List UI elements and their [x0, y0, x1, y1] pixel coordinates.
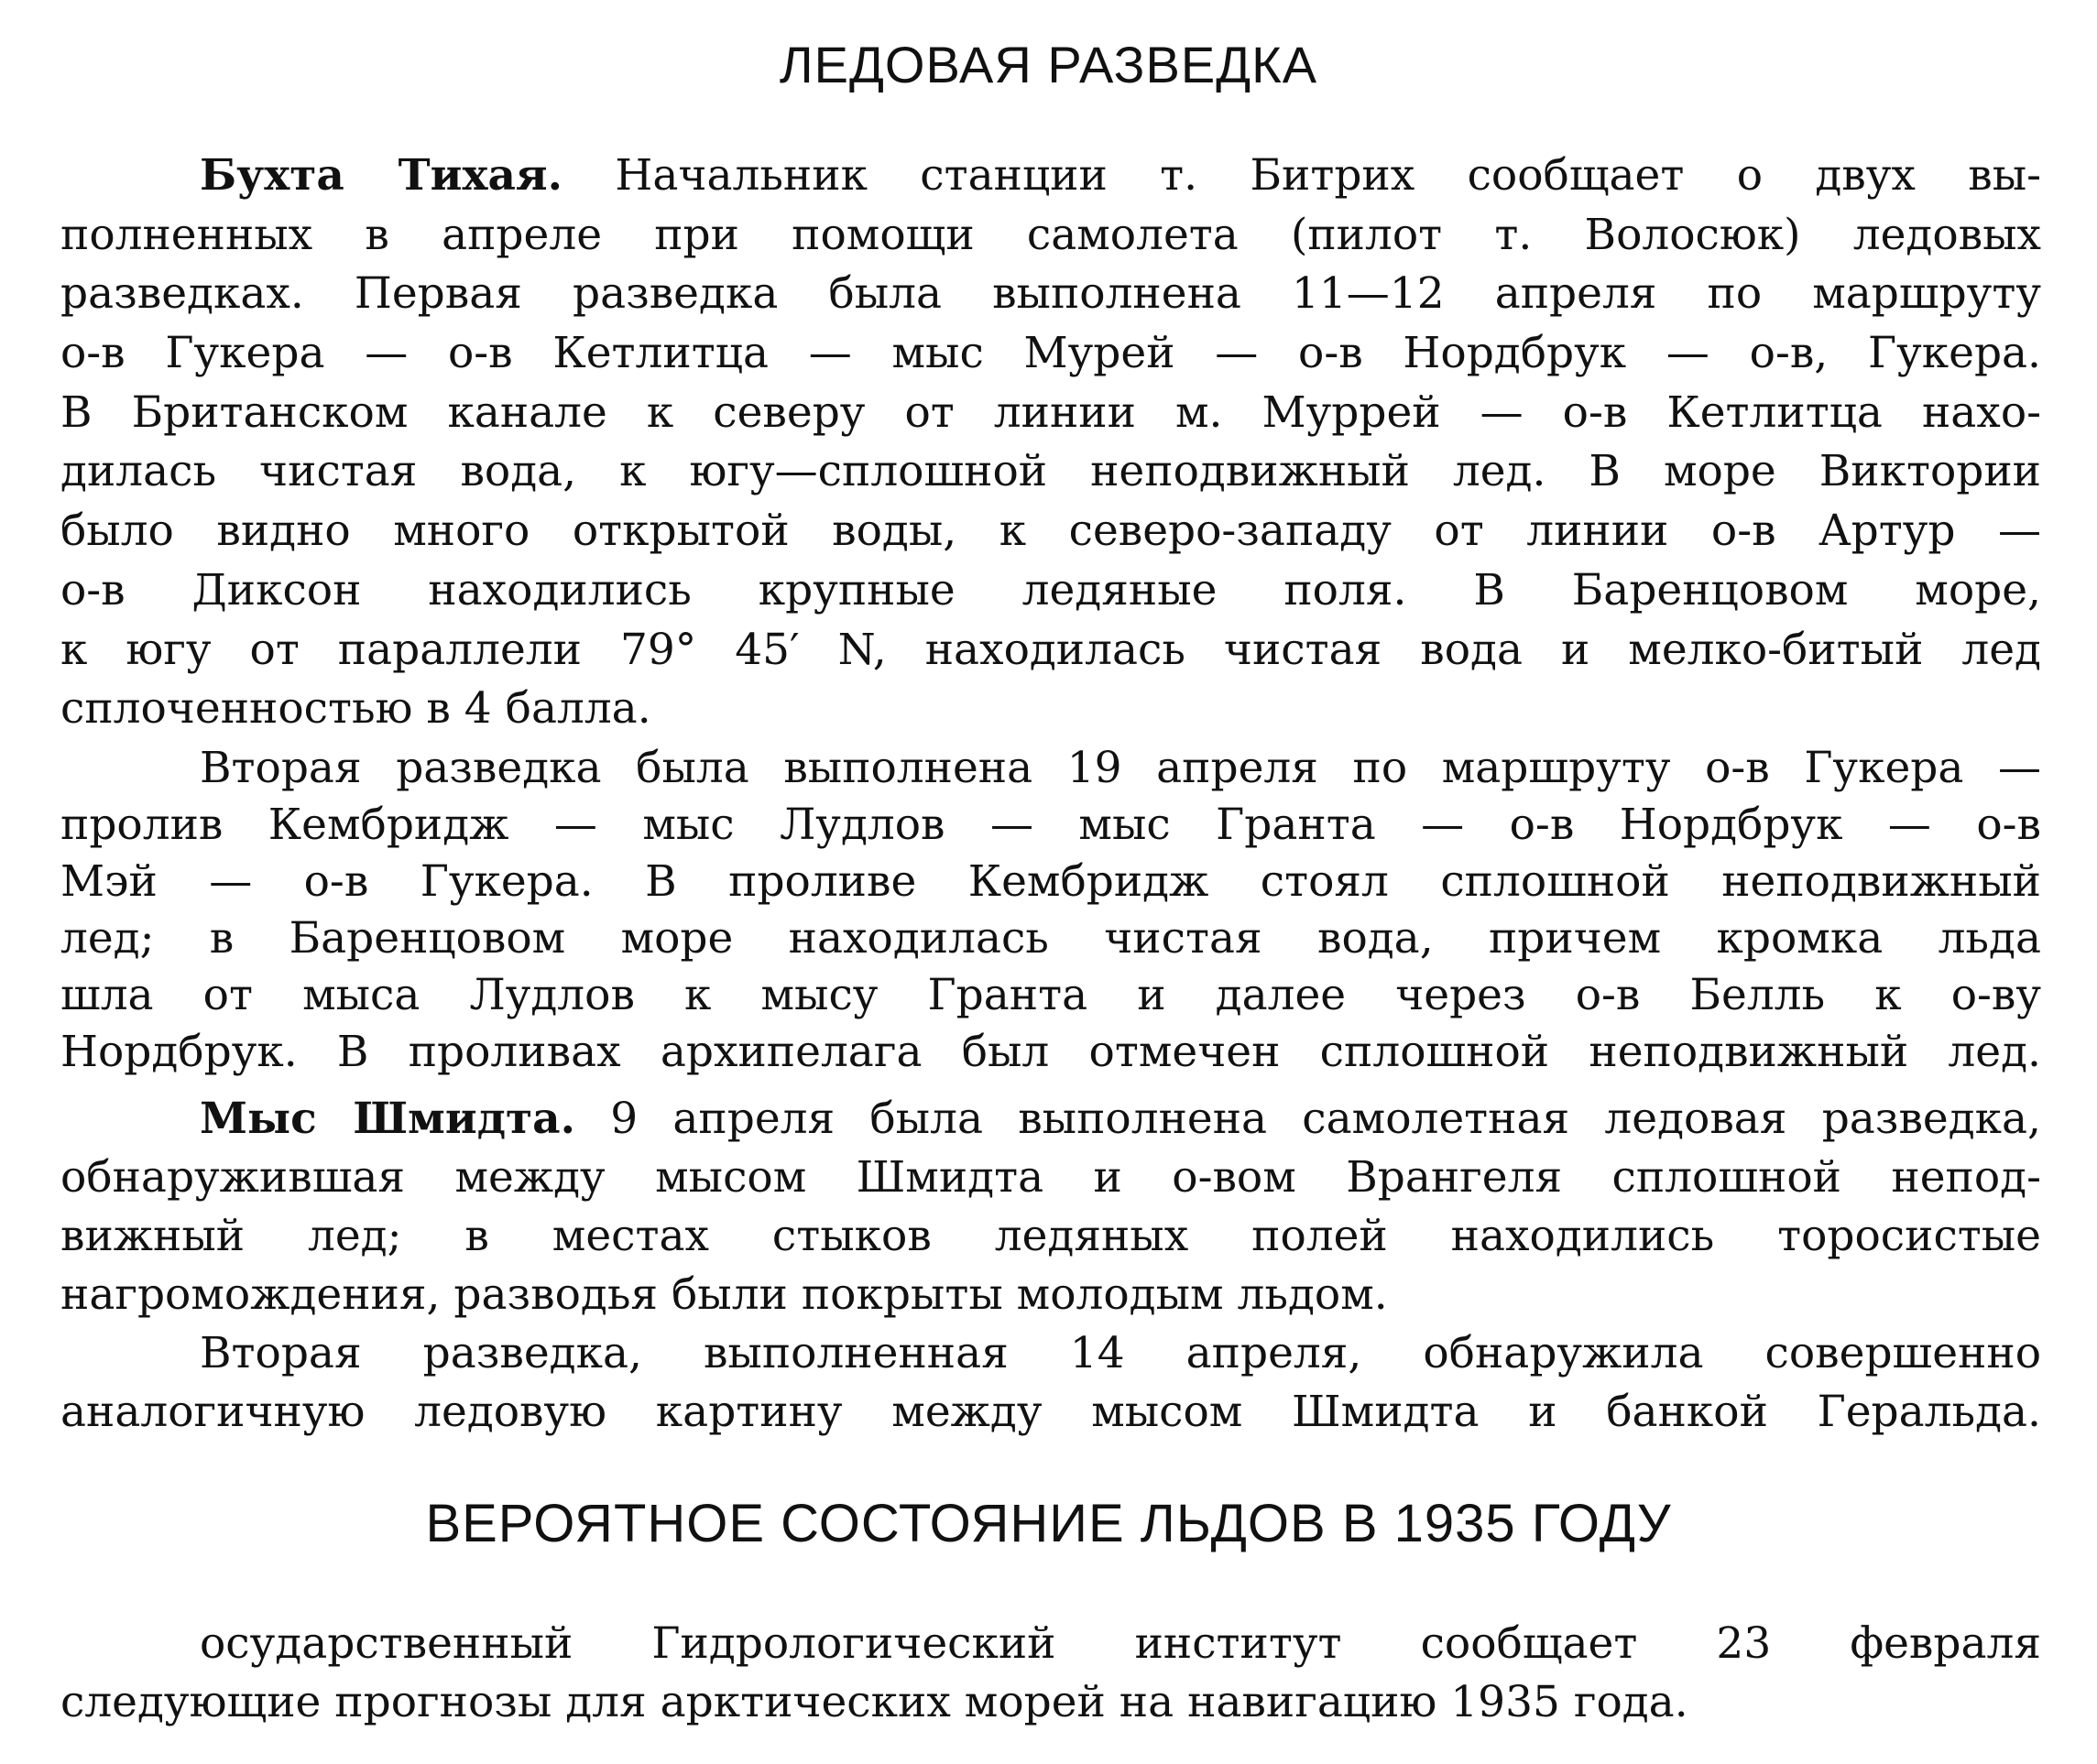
place-name-bukhta-tikhaya: Бухта Тихая.	[200, 150, 563, 201]
text-line: вижный лед; в местах стыков ледяных полей находились торосистые	[60, 1211, 2041, 1261]
text-line: сплоченностью в 4 балла.	[60, 683, 651, 735]
text-line: Мыс Шмидта. 9 апреля была выполнена самолетная ледовая разведка,	[200, 1094, 2041, 1144]
paragraph-second-shmidta-reconnaissance	[60, 1324, 2041, 1442]
text-line: аналогичную ледовую картину между мысом Шмидта и банкой Геральда.	[60, 1387, 2041, 1437]
text-line: Вторая разведка была выполнена 19 апреля по маршруту о-в Гукера —	[200, 743, 2041, 793]
paragraph-mys-shmidta	[60, 1090, 2041, 1324]
paragraph-second-reconnaissance	[60, 740, 2041, 1081]
text-line: пролив Кембридж — мыс Лудлов — мыс Гранта — о-в Нордбрук — о-в	[60, 800, 2041, 850]
text-line: лед; в Баренцовом море находилась чистая вода, причем кромка льда	[60, 913, 2041, 964]
text-line: обнаружившая между мысом Шмидта и о-вом Врангеля сплошной непод-	[60, 1152, 2041, 1203]
text-line: о-в Диксон находились крупные ледяные поля. В Баренцовом море,	[60, 564, 2041, 615]
text-line: было видно много открытой воды, к северо-западу от линии о-в Артур —	[60, 506, 2041, 557]
text-line: дилась чистая вода, к югу—сплошной неподвижный лед. В море Виктории	[60, 446, 2041, 497]
text-line: Мэй — о-в Гукера. В проливе Кембридж стоял сплошной неподвижный	[60, 856, 2041, 907]
text-line: разведках. Первая разведка была выполнена 11—12 апреля по маршруту	[60, 268, 2041, 320]
text-line: Бухта Тихая. Начальник станции т. Битрих сообщает о двух вы-	[200, 150, 2041, 201]
place-name-mys-shmidta: Мыс Шмидта.	[200, 1094, 575, 1144]
section-title-ice-reconnaissance: ЛЕДОВАЯ РАЗВЕДКА	[779, 36, 1318, 93]
text-line: В Британском канале к северу от линии м. Муррей — о-в Кетлитца нахо-	[60, 387, 2041, 438]
text-line: полненных в апреле при помощи самолета (пилот т. Волосюк) ледовых	[60, 209, 2041, 260]
text-line: к югу от параллели 79° 45′ N, находилась чистая вода и мелко-битый лед	[60, 624, 2041, 675]
section-title-ice-forecast-1935: ВЕРОЯТНОЕ СОСТОЯНИЕ ЛЬДОВ В 1935 ГОДУ	[425, 1494, 1672, 1553]
text-line: Нордбрук. В проливах архипелага был отмечен сплошной неподвижный лед.	[60, 1027, 2041, 1077]
paragraph-bukhta-tikhaya	[60, 147, 2041, 739]
paragraph-hydrological-institute	[60, 1615, 2041, 1732]
text-line: Вторая разведка, выполненная 14 апреля, обнаружила совершенно	[200, 1328, 2041, 1378]
text-line: нагромождения, разводья были покрыты молодым льдом.	[60, 1269, 1388, 1320]
text-line: шла от мыса Лудлов к мысу Гранта и далее через о-в Белль к о-ву	[60, 970, 2041, 1020]
text-line: о-в Гукера — о-в Кетлитца — мыс Мурей — о-в Нордбрук — о-в, Гукера.	[60, 328, 2041, 379]
text-line: следующие прогнозы для арктических морей на навигацию 1935 года.	[60, 1677, 1688, 1727]
text-line: осударственный Гидрологический институт сообщает 23 февраля	[200, 1618, 2041, 1669]
